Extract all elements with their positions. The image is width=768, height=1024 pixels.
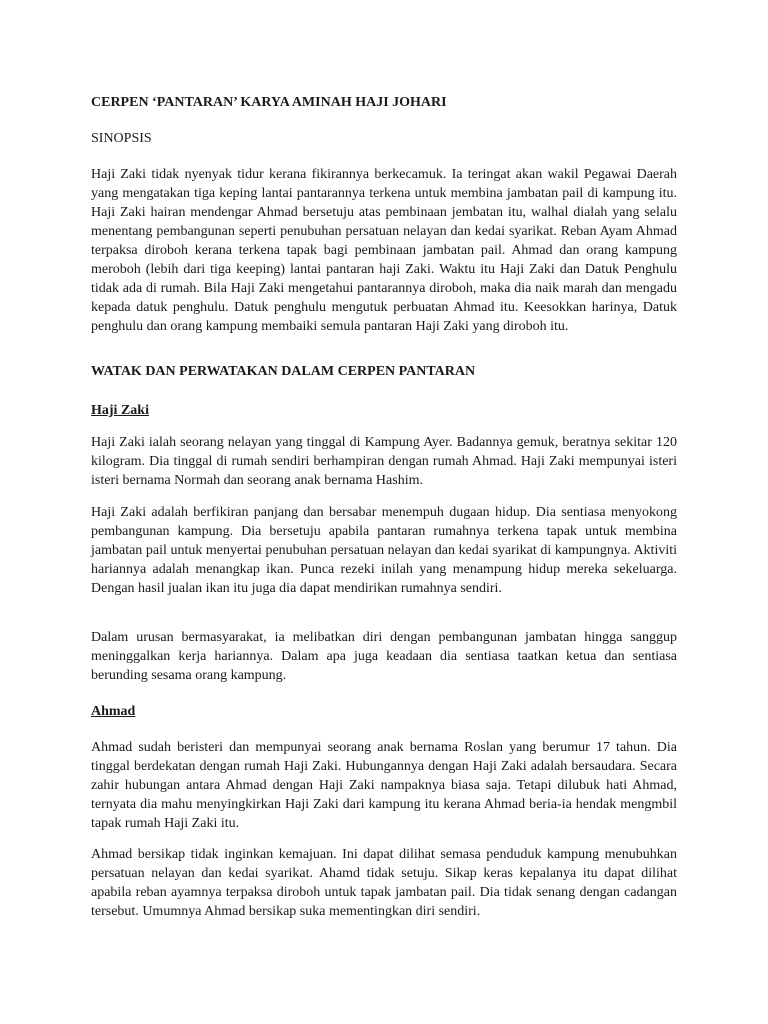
ahmad-paragraph-2: Ahmad bersikap tidak inginkan kemajuan. Ini dapat dilihat semasa penduduk kampung menubuhkan persatuan nelayan dan kedai syarikat. Ahamd tidak setuju. Sikap keras kepalanya itu dapat dilihat apabila reban ayamnya terpaksa diroboh untuk tapak jambatan pail. Dia tidak senang dengan cadangan tersebut. Umumnya Ahmad bersikap suka mementingkan diri sendiri. (91, 847, 677, 919)
haji-zaki-paragraph-1: Haji Zaki ialah seorang nelayan yang tinggal di Kampung Ayer. Badannya gemuk, beratnya sekitar 120 kilogram. Dia tinggal di rumah sendiri berhampiran dengan rumah Ahmad. Haji Zaki mempunyai isteri isteri bernama Normah dan seorang anak bernama Hashim. (91, 435, 677, 488)
haji-zaki-heading: Haji Zaki (91, 403, 149, 418)
ahmad-paragraph-1: Ahmad sudah beristeri dan mempunyai seorang anak bernama Roslan yang berumur 17 tahun. Dia tinggal berdekatan dengan rumah Haji Zaki. Hubungannya dengan Haji Zaki adalah bersaudara. Secara zahir hubungan antara Ahmad dengan Haji Zaki nampaknya biasa saja. Tetapi dilubuk hati Ahmad, ternyata dia mahu menyingkirkan Haji Zaki dari kampung itu kerana Ahmad beria-ia hendak mengmbil tapak rumah Haji Zaki itu. (91, 740, 677, 831)
haji-zaki-paragraph-2: Haji Zaki adalah berfikiran panjang dan bersabar menempuh dugaan hidup. Dia sentiasa menyokong pembangunan kampung. Dia bersetuju apabila pantaran rumahnya terkena tapak untuk membina jambatan pail untuk menyertai penubuhan persatuan nelayan dan kedai syarikat di kampungnya. Aktiviti hariannya adalah menangkap ikan. Punca rezeki inilah yang menampung hidup mereka sekeluarga. Dengan hasil jualan ikan itu juga dia dapat mendirikan rumahnya sendiri. (91, 505, 677, 596)
sinopsis-heading: SINOPSIS (91, 131, 152, 146)
sinopsis-paragraph: Haji Zaki tidak nyenyak tidur kerana fikirannya berkecamuk. Ia teringat akan wakil Pegawai Daerah yang mengatakan tiga keping lantai pantarannya terkena untuk membina jambatan pail di kampung itu. Haji Zaki hairan mendengar Ahmad bersetuju atas pembinaan jembatan itu, walhal dialah yang selalu menentang pembangunan seperti penubuhan persatuan nelayan dan kedai syarikat. Reban Ayam Ahmad terpaksa diroboh kerana terkena tapak bagi pembinaan jambatan pail. Ahmad dan orang kampung meroboh (lebih dari tiga keeping) lantai pantaran haji Zaki. Waktu itu Haji Zaki dan Datuk Penghulu tidak ada di rumah. Bila Haji Zaki mengetahui pantarannya diroboh, maka dia naik marah dan mengadu kepada datuk penghulu. Datuk penghulu mengutuk perbuatan Ahmad itu. Keesokkan harinya, Datuk penghulu dan orang kampung membaiki semula pantaran Haji Zaki yang diroboh itu. (91, 167, 677, 334)
haji-zaki-paragraph-3: Dalam urusan bermasyarakat, ia melibatkan diri dengan pembangunan jambatan hingga sanggup meninggalkan kerja hariannya. Dalam apa juga keadaan dia sentiasa taatkan ketua dan sentiasa berunding sesama orang kampung. (91, 630, 677, 683)
document-title: CERPEN ‘PANTARAN’ KARYA AMINAH HAJI JOHARI (91, 95, 447, 110)
ahmad-heading: Ahmad (91, 704, 136, 719)
watak-heading: WATAK DAN PERWATAKAN DALAM CERPEN PANTARAN (91, 364, 476, 379)
